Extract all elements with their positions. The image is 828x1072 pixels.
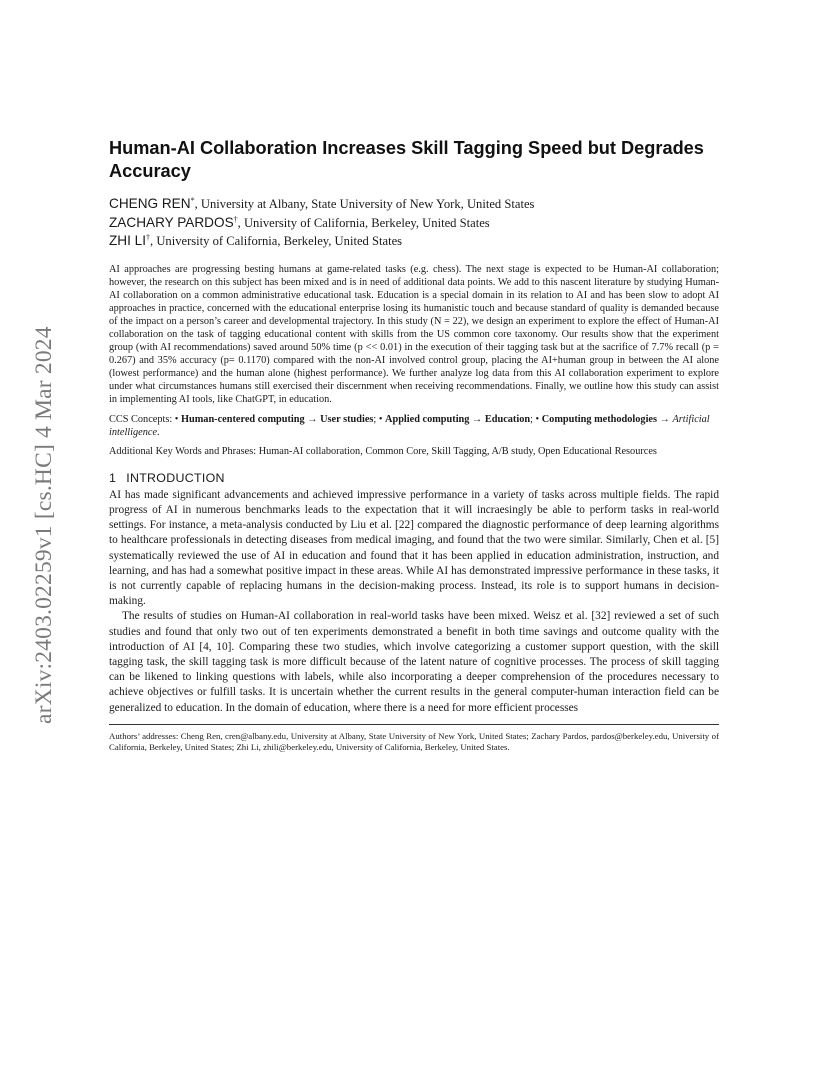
- ccs-label: CCS Concepts:: [109, 413, 175, 425]
- ccs-concept: Computing methodologies: [541, 413, 658, 425]
- ccs-separator: ;: [373, 413, 379, 425]
- ccs-concept: Applied computing: [385, 413, 470, 425]
- ccs-end: .: [157, 426, 160, 438]
- author-list: [109, 195, 719, 251]
- arxiv-identifier: arXiv:2403.02259v1 [cs.HC] 4 Mar 2024: [31, 326, 57, 724]
- section-number: 1: [109, 470, 117, 485]
- footnote: Authors’ addresses: Cheng Ren, cren@albany.edu, University at Albany, State University of New York, United States; Zachary Pardos, pardos@berkeley.edu, University of California, Berkeley, United States; Zhi Li, zhili@berkeley.edu, University of California, Berkeley, United States.: [109, 730, 719, 753]
- footnote-divider: [109, 724, 719, 725]
- keywords: Additional Key Words and Phrases: Human-AI collaboration, Common Core, Skill Tagging, A/B study, Open Educational Resources: [109, 445, 657, 457]
- author-name: ZACHARY PARDOS: [109, 214, 234, 230]
- author-name: CHENG REN: [109, 196, 191, 211]
- section-heading: [109, 471, 719, 485]
- author-line: [109, 214, 719, 233]
- paper-page: [109, 137, 719, 753]
- ccs-bullet: •: [174, 413, 181, 425]
- body-paragraph: AI has made significant advancements and achieved impressive performance in a variety of tasks across multiple fields. The rapid progress of AI in numerous benchmarks leads to the expectation that it will incraesingly be able to perform tasks in real-world settings. For instance, a meta-analysis conducted by Liu et al. [22] compared the diagnostic performance of deep learning algorithms to healthcare professionals in detecting diseases from medical imaging, and found that the two were similar. Similarly, Chen et al. [5] systematically reviewed the use of AI in education and found that it has been applied in education administration, instruction, and learning, and has had a somewhat positive impact in these areas. While AI has demonstrated impressive performance in these tasks, it is not currently capable of replacing humans in the decision-making process. Instead, its role is to support humans in decision-making.: [109, 488, 719, 608]
- ccs-arrow: →: [304, 413, 321, 425]
- ccs-separator: ;: [530, 413, 536, 425]
- section-title: INTRODUCTION: [126, 470, 225, 485]
- author-line: [109, 195, 719, 214]
- author-affiliation: , University of California, Berkeley, United States: [150, 234, 403, 248]
- ccs-concept: Human-centered computing: [180, 413, 305, 425]
- paper-title: Human-AI Collaboration Increases Skill Tagging Speed but Degrades Accuracy: [109, 138, 704, 181]
- ccs-concept: User studies: [320, 413, 374, 425]
- ccs-arrow: →: [469, 413, 485, 425]
- ccs-concepts: [109, 413, 719, 439]
- author-mark: *: [190, 195, 195, 205]
- abstract: AI approaches are progressing besting humans at game-related tasks (e.g. chess). The next stage is expected to be Human-AI collaboration; however, the research on this subject has been mixed and is in need of additional data points. We add to this nascent literature by studying Human-AI collaboration on a common administrative educational task. Education is a special domain in its relation to AI and has been slow to adopt AI approaches in practice, concerned with the educational enterprise losing its humanistic touch and because standard of quality is demanded because of the impact on a person’s career and developmental trajectory. In this study (N = 22), we design an experiment to explore the effect of Human-AI collaboration on the task of tagging educational content with skills from the US common core taxonomy. Our results show that the experiment group (with AI recommendations) saved around 50% time (p << 0.01) in the execution of their tagging task but at the sacrifice of 7.7% recall (p = 0.267) and 35% accuracy (p= 0.1170) compared with the non-AI involved control group, placing the AI+human group in between the AI alone (lowest performance) and the human alone (highest performance). We further analyze log data from this AI collaboration experiment to explore under what circumstances humans still exercised their discernment when receiving recommendations. Finally, we outline how this study can assist in implementing AI tools, like ChatGPT, in education.: [109, 263, 719, 406]
- author-mark: †: [233, 214, 238, 224]
- author-name: ZHI LI: [109, 233, 147, 248]
- ccs-arrow: →: [657, 413, 673, 425]
- ccs-bullet: •: [378, 413, 386, 425]
- author-affiliation: , University of California, Berkeley, United States: [237, 215, 490, 230]
- author-mark: †: [146, 232, 151, 242]
- ccs-concept: Education: [484, 413, 531, 425]
- ccs-concept: Artificial intelligence: [109, 413, 710, 438]
- author-line: [109, 232, 719, 251]
- author-affiliation: , University at Albany, State University of New York, United States: [194, 197, 535, 211]
- ccs-bullet: •: [535, 413, 542, 425]
- body-paragraph: The results of studies on Human-AI collaboration in real-world tasks have been mixed. Weisz et al. [32] reviewed a set of such studies and found that only two out of ten experiments demonstrated a benefit in both time savings and outcome quality with the introduction of AI [4, 10]. Comparing these two studies, which involve categorizing a customer support question, with the skill tagging task, the skill tagging task is more difficult because of the latent nature of cognitive processes. The process of skill tagging can be likened to linking questions with labels, while also incorporating a deeper comprehension of the procedures necessary to achieve objectives or fulfill tasks. It is uncertain whether the current results in the general computer-human interaction field can be generalized to education. In the domain of education, where there is a need for more efficient processes: [109, 610, 719, 714]
